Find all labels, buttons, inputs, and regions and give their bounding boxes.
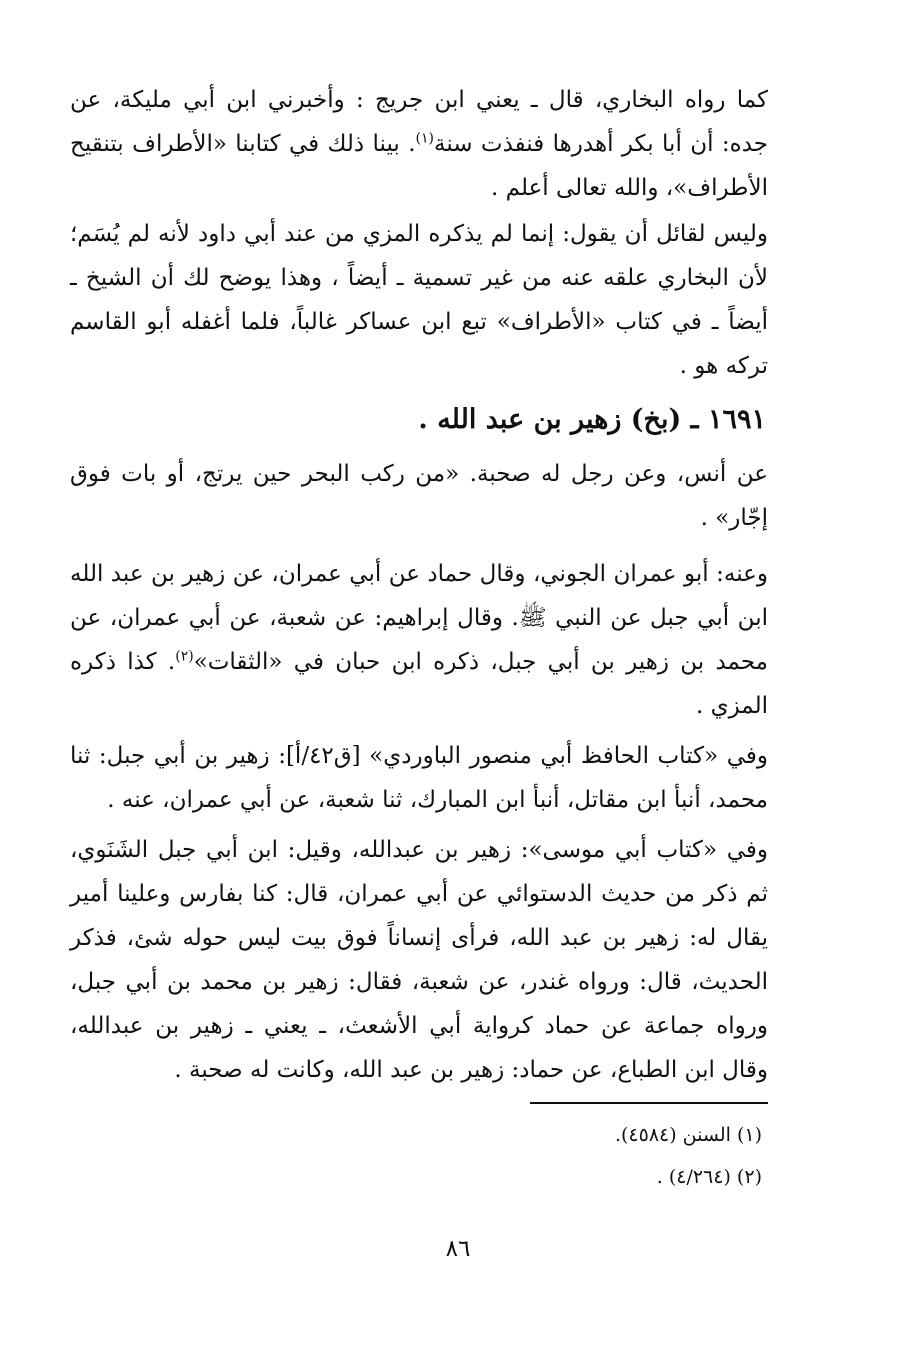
paragraph-text: عن أنس، وعن رجل له صحبة. «من ركب البحر حين يرتج، أو بات فوق إجّار» . xyxy=(70,461,768,531)
paragraph-objection xyxy=(70,212,768,388)
paragraph-text: وفي «كتاب أبي موسى»: زهير بن عبدالله، وقيل: ابن أبي جبل الشَنَوي، ثم ذكر من حديث الدستوائي عن أبي عمران، قال: كنا بفارس وعلينا أمير يقال له: زهير بن عبد الله، فرأى إنساناً فوق بيت ليس حوله شئ، فذكر الحديث، قال: ورواه غندر، عن شعبة، فقال: زهير بن محمد بن أبي جبل، ورواه جماعة عن حماد كرواية أبي الأشعث، ـ يعني ـ زهير بن عبدالله، وقال ابن الطباع، عن حماد: زهير بن عبد الله، وكانت له صحبة . xyxy=(70,837,768,1083)
paragraph-text: وليس لقائل أن يقول: إنما لم يذكره المزي من عند أبي داود لأنه لم يُسَم؛ لأن البخاري علقه عنه من غير تسمية ـ أيضاً ، وهذا يوضح لك أن الشيخ ـ أيضاً ـ في كتاب «الأطراف» تبع ابن عساكر غالباً، فلما أغفله أبو القاسم تركه هو . xyxy=(70,221,768,379)
paragraph-text: كما رواه البخاري، قال ـ يعني ابن جريج : وأخبرني ابن أبي مليكة، عن جده: أن أبا بكر أهدرها فنفذت سنة xyxy=(70,87,768,157)
paragraph-text: وعنه: أبو عمران الجوني، وقال حماد عن أبي عمران، عن زهير بن عبد الله ابن أبي جبل عن النبي ﷺ. وقال إبراهيم: عن شعبة، عن أبي عمران، عن محمد بن زهير بن أبي جبل، ذكره ابن حبان في «الثقات» xyxy=(70,561,768,675)
paragraph-abu-musa xyxy=(70,828,768,1092)
entry-heading: ١٦٩١ ـ (بخ) زهير بن عبد الله . xyxy=(418,404,766,435)
footnote-1: (١) السنن (٤٥٨٤). xyxy=(614,1124,762,1146)
paragraph-anas-narration xyxy=(70,452,768,540)
footnote-2: (٢) (٤/٢٦٤) . xyxy=(656,1166,762,1188)
paragraph-narrators xyxy=(70,552,768,728)
paragraph-text: وفي «كتاب الحافظ أبي منصور الباوردي» [ق٤٢/أ]: زهير بن أبي جبل: ثنا محمد، أنبأ ابن مقاتل، أنبأ ابن المبارك، ثنا شعبة، عن أبي عمران، عنه . xyxy=(70,743,768,813)
paragraph-bukhari-narration xyxy=(70,78,768,210)
footnote-marker-2: (٢) xyxy=(175,648,194,665)
paragraph-text-end: . بينا ذلك في كتابنا «الأطراف بتنقيح الأطراف»، والله تعالى أعلم . xyxy=(70,131,768,201)
footnote-divider xyxy=(530,1102,768,1104)
page-number: ٨٦ xyxy=(445,1236,471,1262)
paragraph-text-end: . كذا ذكره المزي . xyxy=(70,649,768,719)
footnote-marker-1: (١) xyxy=(415,130,434,147)
paragraph-bawardi xyxy=(70,734,768,822)
